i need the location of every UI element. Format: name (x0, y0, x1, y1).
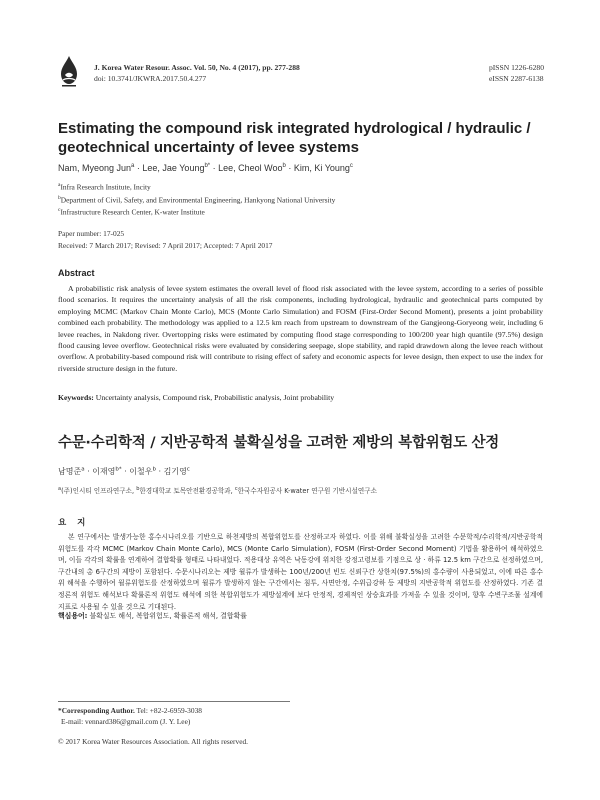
keywords (58, 393, 334, 402)
korean-author-name: 남명준 (58, 467, 82, 476)
journal-citation (94, 62, 300, 84)
affiliation-text: Infra Research Institute, Incity (60, 182, 151, 192)
copyright: © 2017 Korea Water Resources Association. All rights reserved. (58, 737, 249, 746)
footnote-divider (58, 701, 290, 702)
corresponding-author (58, 705, 202, 727)
paper-dates: Received: 7 March 2017; Revised: 7 April 2017; Accepted: 7 April 2017 (58, 240, 273, 250)
korean-affiliation-list (58, 485, 377, 495)
affiliation-text: Department of Civil, Safety, and Environmental Engineering, Hankyong National University (60, 195, 336, 205)
author-name: Lee, Cheol Woo (218, 163, 283, 173)
korean-author-list (58, 466, 190, 477)
pissn: pISSN 1226-6280 (488, 63, 544, 72)
paper-info (58, 228, 273, 251)
affiliation-sup: c (58, 207, 61, 214)
korean-author-name: 이철우 (129, 467, 153, 476)
affiliation-text: Infrastructure Research Center, K-water Institute (60, 207, 205, 217)
author-sup: a (81, 466, 85, 473)
author-sup: b* (115, 466, 122, 473)
abstract-text: A probabilistic risk analysis of levee system estimates the overall level of flood risk associated with the levee system, according to a series of possible flood scenarios. It requires the uncertainty analysis of all the risk components, including hydrological, hydraulic and geotechnical parts computed by employing MCMC (Markov Chain Monte Carlo), MCS (Monte Carlo Simulation) and FOSM (First-Order Second Moment), presents a joint probability combined each probability. The methodology was applied to a 12.5 km reach from upstream to downstream of the Gangjeong-Goryeong weir, including 6 levee reaches, in Nakdong river. Overtopping risks were estimated by computing flood stage corresponding to 100/200 year high quantile (97.5%) design flood causing levee overflow. Geotechnical risks were evaluated by considering seepage, slope stability, and rapid drawdown along the levee reach without overflow. A probability-based compound risk will contribute to rising effect of safety and economic aspects for levee design, then expect to use the index for riverside structure design in the future. (58, 284, 543, 373)
keywords-text: Uncertainty analysis, Compound risk, Probabilistic analysis, Joint probability (93, 393, 335, 402)
author-separator: · (84, 467, 93, 476)
corresponding-tel: Tel: +82-2-6959-3038 (134, 706, 202, 715)
author-separator: · (121, 467, 130, 476)
affiliation-sup: c (234, 485, 238, 492)
korean-affiliation: 한경대학교 토목안전환경공학과, (139, 487, 235, 495)
affiliation-list (58, 180, 335, 218)
korean-abstract-heading: 요 지 (58, 518, 90, 528)
author-separator: · (155, 467, 164, 476)
author-sup: b (152, 466, 156, 473)
affiliation-sup: b (58, 194, 61, 201)
keywords-label: Keywords: (58, 393, 94, 402)
affiliation-sup: a (58, 485, 62, 492)
author-name: Kim, Ki Young (293, 163, 350, 173)
author-sup: c (186, 466, 190, 473)
abstract-heading: Abstract (58, 268, 95, 278)
author-separator: · (285, 163, 294, 173)
korean-keywords-label: 핵심용어: (58, 612, 88, 620)
journal-logo (58, 55, 80, 87)
korean-author-name: 이재영 (92, 467, 116, 476)
corresponding-email[interactable]: E-mail: vennard386@gmail.com (J. Y. Lee) (61, 717, 191, 726)
affiliation (58, 205, 335, 218)
author-name: Nam, Myeong Jun (58, 163, 132, 173)
korean-affiliation: (주)인시티 인프라연구소, (61, 487, 137, 495)
korean-affiliation: 한국수자원공사 K-water 연구원 기반시설연구소 (237, 487, 377, 495)
affiliation-sup: b (136, 485, 140, 492)
doi-link[interactable]: doi: 10.3741/JKWRA.2017.50.4.277 (94, 74, 207, 83)
korean-author-name: 김기영 (163, 467, 187, 476)
author-separator: · (210, 163, 219, 173)
author-sup: b (282, 163, 286, 169)
author-name: Lee, Jae Young (142, 163, 205, 173)
korean-title: 수문·수리학적 / 지반공학적 불확실성을 고려한 제방의 복합위험도 산정 (58, 435, 499, 451)
affiliation (58, 193, 335, 206)
corresponding-label: *Corresponding Author. (58, 706, 135, 715)
eissn: eISSN 2287-6138 (488, 74, 544, 83)
paper-title: Estimating the compound risk integrated hydrological / hydraulic / geotechnical uncertainty of levee systems (58, 120, 531, 156)
affiliation (58, 180, 335, 193)
author-separator: · (134, 163, 143, 173)
affiliation-sup: a (58, 182, 61, 188)
korean-keywords-text: 불확실도 해석, 복합위험도, 확률론적 해석, 결합확률 (87, 612, 247, 620)
author-sup: a (131, 163, 135, 169)
korean-keywords (58, 610, 247, 620)
journal-line: J. Korea Water Resour. Assoc. Vol. 50, No. 4 (2017), pp. 277-288 (94, 63, 300, 72)
paper-number: Paper number: 17-025 (58, 229, 125, 238)
author-list (58, 163, 353, 173)
issn-block (489, 62, 544, 84)
author-sup: c (349, 163, 353, 169)
korean-abstract-text: 본 연구에서는 발생가능한 홍수시나리오를 기반으로 하천제방의 복합위험도를 산정하고자 하였다. 이를 위해 불확실성을 고려한 수문학적/수리학적/지반공학적 위험도를 각각 MCMC (Markov Chain Monte Carlo), MCS (Monte Carlo Simulation), FOSM (First-Order Second Moment) 기법을 활용하여 해석하였으며, 이들 각각의 확률을 연계하여 결합확률 형태로 나타내었다. 적용대상 유역은 낙동강에 위치한 강정고령보를 기점으로 상 · 하류 12.5 km 구간으로 선정하였으며, 구간내의 총 6구간의 제방이 포함된다. 수문시나리오는 제방 월류가 발생하는 100년/200년 빈도 신뢰구간 상한치(97.5%)의 홍수량이 사용되었고, 이에 따른 홍수위 해석을 수행하여 월류위험도를 산정하였으며 월류가 발생하지 않는 구간에서는 침투, 사면안정, 수위급강하 등 제방의 지반공학적 위험도를 산정하였다. 기존 결정론적 위험도 해석보다 확률론적 위험도 해석에 의한 복합위험도가 제방설계에 보다 안정적, 경제적인 상승효과를 가져올 수 있을 것이며, 향후 수변구조물 설계에 지표로 사용될 수 있을 것으로 기대된다. (58, 533, 543, 611)
author-sup: b* (204, 163, 211, 169)
